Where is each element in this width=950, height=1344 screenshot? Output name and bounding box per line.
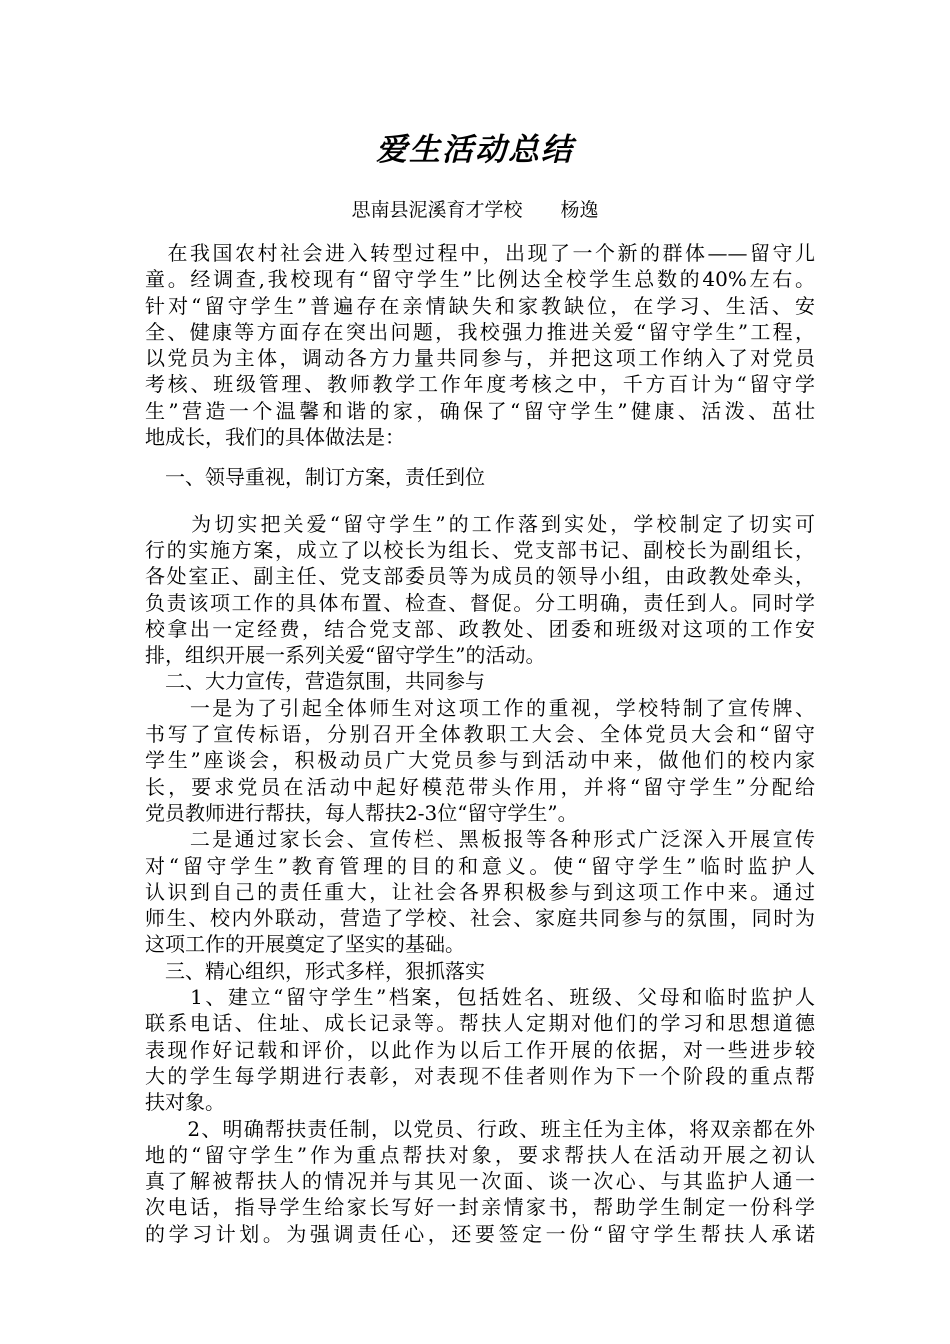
- document-body: [145, 240, 815, 1247]
- text-line: 2、明确帮扶责任制，以党员、行政、班主任为主体，将双亲都在外: [145, 1116, 815, 1141]
- text-line: 以党员为主体，调动各方力量共同参与，并把这项工作纳入了对党员: [145, 346, 815, 371]
- text-line: 地的“留守学生”作为重点帮扶对象，要求帮扶人在活动开展之初认: [145, 1142, 815, 1167]
- intro-paragraph: [145, 240, 815, 450]
- text-line: 一是为了引起全体师生对这项工作的重视，学校特制了宣传牌、: [145, 695, 815, 720]
- text-line: 生”营造一个温馨和谐的家，确保了“留守学生”健康、活泼、茁壮: [145, 398, 815, 423]
- text-line: 对“留守学生”教育管理的目的和意义。使“留守学生”临时监护人: [145, 853, 815, 878]
- text-line: 负责该项工作的具体布置、检查、督促。分工明确，责任到人。同时学: [145, 590, 815, 615]
- text-line: 1、建立“留守学生”档案，包括姓名、班级、父母和临时监护人: [145, 985, 815, 1010]
- section-3-paragraph: [145, 984, 815, 1247]
- section-2-paragraph: [145, 695, 815, 958]
- text-line: 二是通过家长会、宣传栏、黑板报等各种形式广泛深入开展宣传: [145, 827, 815, 852]
- text-line: 的学习计划。为强调责任心，还要签定一份“留守学生帮扶人承诺: [145, 1221, 815, 1246]
- text-line: 童。经调查,我校现有“留守学生”比例达全校学生总数的40%左右。: [145, 267, 815, 292]
- section-heading-3: 三、精心组织，形式多样，狠抓落实: [145, 958, 485, 983]
- text-line: 表现作好记载和评价，以此作为以后工作开展的依据，对一些进步较: [145, 1037, 815, 1062]
- text-line: 这项工作的开展奠定了坚实的基础。: [145, 932, 465, 957]
- section-1-paragraph: [145, 511, 815, 669]
- text-line: 校拿出一定经费，结合党支部、政教处、团委和班级对这项的工作安: [145, 616, 815, 641]
- text-line: 针对“留守学生”普遍存在亲情缺失和家教缺位，在学习、生活、安: [145, 293, 815, 318]
- text-line: 在我国农村社会进入转型过程中，出现了一个新的群体——留守儿: [145, 241, 815, 265]
- document-title: 爱生活动总结: [376, 132, 574, 168]
- section-heading-1: 一、领导重视，制订方案，责任到位: [145, 465, 485, 490]
- text-line: 书写了宣传标语，分别召开全体教职工大会、全体党员大会和“留守: [145, 722, 815, 747]
- text-line: 为切实把关爱“留守学生”的工作落到实处，学校制定了切实可: [145, 511, 815, 536]
- text-line: 各处室正、副主任、党支部委员等为成员的领导小组，由政教处牵头，: [145, 564, 815, 589]
- text-line: 长，要求党员在活动中起好模范带头作用，并将“留守学生”分配给: [145, 774, 815, 799]
- text-line: 考核、班级管理、教师教学工作年度考核之中，千方百计为“留守学: [145, 372, 815, 397]
- text-line: 地成长，我们的具体做法是：: [145, 425, 405, 450]
- section-heading-2: 二、大力宣传，营造氛围，共同参与: [145, 669, 485, 694]
- spacer: [145, 491, 815, 511]
- text-line: 扶对象。: [145, 1090, 225, 1115]
- text-line: 认识到自己的责任重大，让社会各界积极参与到这项工作中来。通过: [145, 879, 815, 904]
- text-line: 真了解被帮扶人的情况并与其见一次面、谈一次心、与其监护人通一: [145, 1169, 815, 1194]
- text-line: 联系电话、住址、成长记录等。帮扶人定期对他们的学习和思想道德: [145, 1011, 815, 1036]
- document-byline: 思南县泥溪育才学校 杨逸: [351, 199, 599, 221]
- text-line: 大的学生每学期进行表彰，对表现不佳者则作为下一个阶段的重点帮: [145, 1063, 815, 1088]
- text-line: 党员教师进行帮扶，每人帮扶2-3位“留守学生”。: [145, 800, 578, 825]
- spacer: [145, 450, 815, 464]
- text-line: 师生、校内外联动，营造了学校、社会、家庭共同参与的氛围，同时为: [145, 906, 815, 931]
- text-line: 次电话，指导学生给家长写好一封亲情家书，帮助学生制定一份科学: [145, 1195, 815, 1220]
- text-line: 排，组织开展一系列关爱“留守学生”的活动。: [145, 643, 546, 668]
- text-line: 全、健康等方面存在突出问题，我校强力推进关爱“留守学生”工程，: [145, 319, 815, 344]
- text-line: 行的实施方案，成立了以校长为组长、党支部书记、副校长为副组长，: [145, 537, 815, 562]
- text-line: 学生”座谈会，积极动员广大党员参与到活动中来，做他们的校内家: [145, 748, 815, 773]
